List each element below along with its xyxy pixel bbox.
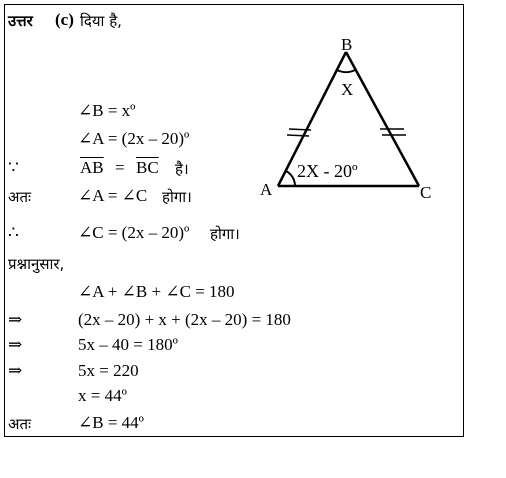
- simplified-line: 5x – 40 = 180º: [78, 335, 178, 354]
- angle-a-arc: [286, 171, 295, 186]
- five-x-line: 5x = 220: [78, 361, 139, 380]
- angle-a-label: 2X - 20º: [297, 161, 358, 181]
- substitution-line: (2x – 20) + x + (2x – 20) = 180: [78, 310, 291, 329]
- therefore-symbol: ∴: [8, 223, 19, 242]
- equals-sign: =: [115, 158, 125, 177]
- hence-word: अतः: [8, 188, 32, 206]
- sum-of-angles: ∠A + ∠B + ∠C = 180: [78, 282, 235, 301]
- vertex-b-label: B: [341, 35, 353, 54]
- hoga-word: होगा।: [162, 188, 192, 206]
- side-bc: $\overline{BC}$: [136, 158, 159, 177]
- tick-ab-1: [289, 129, 311, 130]
- final-answer: ∠B = 44º: [78, 413, 144, 432]
- given-label: दिया है,: [80, 12, 122, 30]
- side-ab: $\overline{AB}$: [80, 158, 104, 177]
- final-hence-word: अतः: [8, 415, 32, 433]
- vertex-a-label: A: [260, 180, 273, 199]
- implies-arrow: ⇒: [8, 310, 23, 329]
- given-angle-b: ∠B = xº: [78, 101, 136, 120]
- solution-intro: प्रश्नानुसार,: [8, 255, 65, 273]
- answer-label: उत्तर: [8, 12, 33, 30]
- since-symbol: ∵: [8, 158, 19, 177]
- vertex-c-label: C: [420, 183, 432, 202]
- angle-b-label: X: [341, 80, 354, 99]
- tick-ab-2: [287, 135, 309, 136]
- angle-a-equals-c: ∠A = ∠C: [78, 186, 148, 205]
- answer-option: (c): [55, 10, 74, 29]
- angle-c-value: ∠C = (2x – 20)º: [78, 223, 190, 242]
- implies-arrow: ⇒: [8, 335, 23, 354]
- angle-b-arc: [337, 70, 355, 72]
- x-value-line: x = 44º: [78, 386, 127, 405]
- given-angle-a: ∠A = (2x – 20)º: [78, 129, 190, 148]
- implies-arrow: ⇒: [8, 361, 23, 380]
- is-word: है।: [175, 160, 189, 178]
- hoga-word-2: होगा।: [210, 225, 240, 243]
